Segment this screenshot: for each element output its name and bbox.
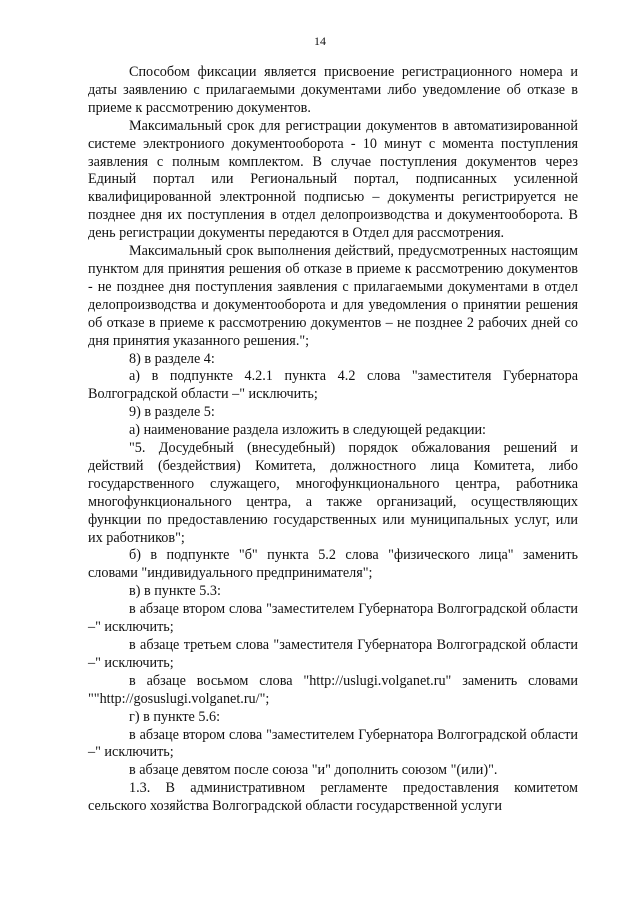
- paragraph: в абзаце третьем слова "заместителя Губернатора Волгоградской области –" исключить;: [88, 637, 578, 671]
- paragraph: Максимальный срок для регистрации документов в автоматизированной системе электрониого документооборота - 10 минут с момента поступления заявления с полным комплектом. В случае поступления документов через Единый портал или Региональный портал, подписанных усиленной квалифицированной электронной подписью – документы регистрируется не позднее дня их поступления в отдел делопроизводства и документооборота. В день регистрации документы передаются в Отдел для рассмотрения.: [88, 117, 578, 242]
- paragraph: Максимальный срок выполнения действий, предусмотренных настоящим пунктом для принятия решения об отказе в приеме к рассмотрению документов - не позднее дня поступления заявления с прилагаемыми документами в отдел делопроизводства и документооборота и для уведомления о принятии решения об отказе в приеме к рассмотрению документов – не позднее 2 рабочих дней со дня принятия указанного решения.";: [88, 243, 578, 349]
- paragraph: в абзаце втором слова "заместителем Губернатора Волгоградской области –" исключить;: [88, 601, 578, 636]
- paragraph: а) наименование раздела изложить в следующей редакции:: [129, 422, 486, 439]
- paragraph: "5. Досудебный (внесудебный) порядок обжалования решений и действий (бездействия) Комитета, должностного лица Комитета, либо государственного служащего, многофункционального центра, работника многофункционального центра, а также организаций, осуществляющих функции по предоставлению государственных или муниципальных услуг, или их работников";: [88, 440, 578, 546]
- page-number: 14: [314, 34, 326, 48]
- paragraph: г) в пункте 5.6:: [129, 708, 221, 725]
- paragraph: в абзаце восьмом слова "http://uslugi.volganet.ru" заменить словами ""http://gosuslugi.volganet.ru/";: [88, 672, 578, 707]
- paragraph: 8) в разделе 4:: [129, 350, 215, 367]
- paragraph: в абзаце втором слова "заместителем Губернатора Волгоградской области –" исключить;: [88, 726, 578, 761]
- paragraph: 1.3. В административном регламенте предоставления комитетом сельского хозяйства Волгоградской области государственной услуги: [88, 780, 578, 815]
- paragraph: в) в пункте 5.3:: [129, 583, 221, 600]
- paragraph: а) в подпункте 4.2.1 пункта 4.2 слова "заместителя Губернатора Волгоградской области –" исключить;: [88, 368, 578, 403]
- document-body: [88, 64, 578, 816]
- paragraph: 9) в разделе 5:: [129, 404, 215, 421]
- paragraph: в абзаце девятом после союза "и" дополнить союзом "(или)".: [129, 762, 498, 779]
- paragraph: Способом фиксации является присвоение регистрационного номера и даты заявлению с прилагаемыми документами либо уведомление об отказе в приеме к рассмотрению документов.: [88, 64, 578, 116]
- paragraph: б) в подпункте "б" пункта 5.2 слова "физического лица" заменить словами "индивидуального предпринимателя";: [88, 547, 578, 582]
